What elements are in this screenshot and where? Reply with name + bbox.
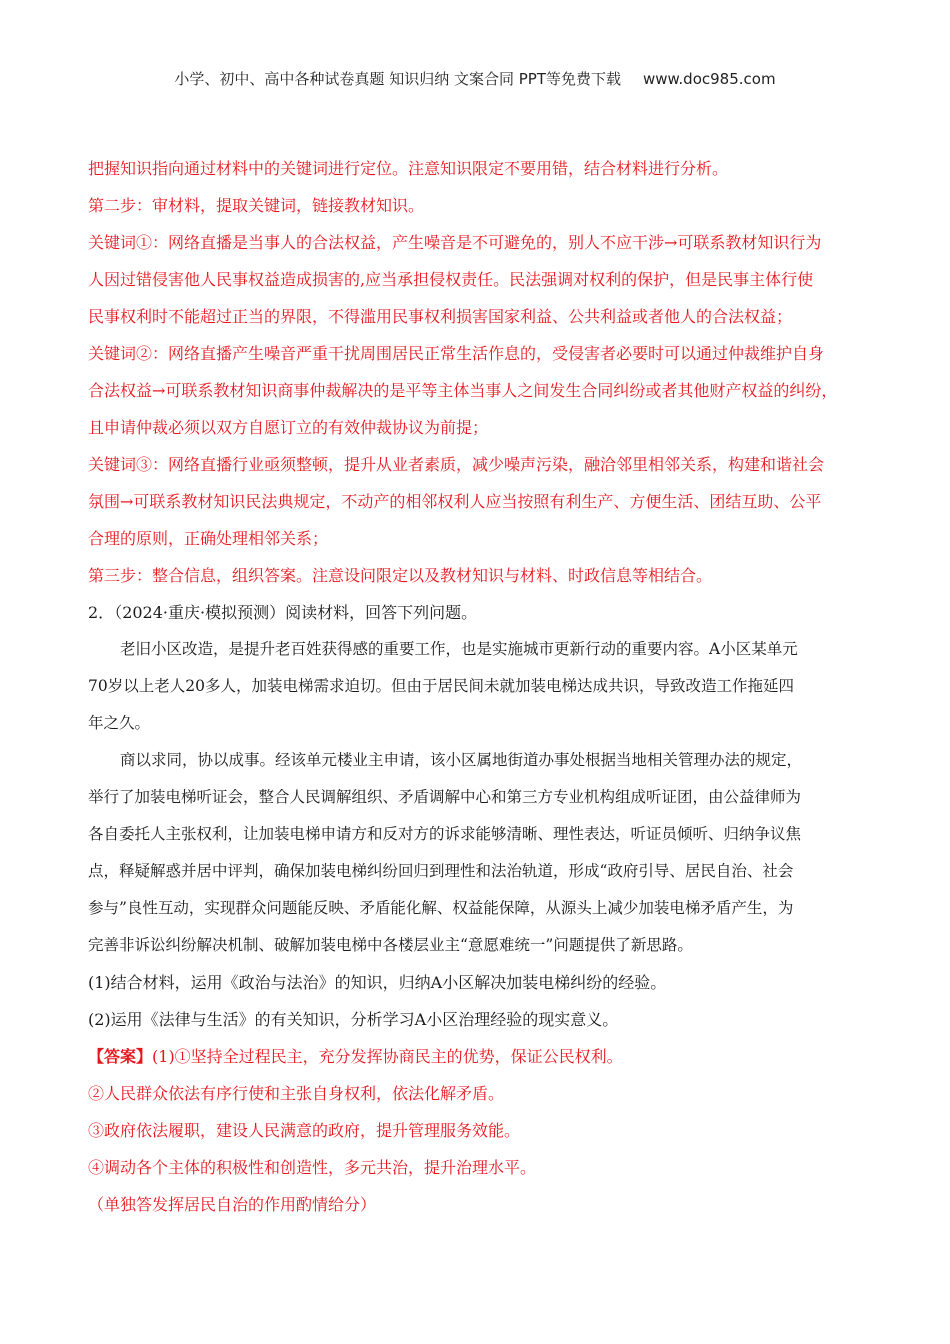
answer-line-1	[88, 1038, 868, 1075]
material-p2-line5: 参与”良性互动，实现群众问题能反映、矛盾能化解、权益能保障，从源头上减少加装电梯矛盾产生，为	[88, 899, 794, 917]
analysis-step2: 第二步：审材料，提取关键词，链接教材知识。	[88, 196, 425, 215]
keyword2-line1: 关键词②：网络直播产生噪音严重干扰周围居民正常生活作息的，受侵害者必要时可以通过仲裁维护自身	[88, 344, 825, 363]
keyword2-line2: 合法权益→可联系教材知识商事仲裁解决的是平等主体当事人之间发生合同纠纷或者其他财产权益的纠纷，	[88, 381, 838, 400]
material-p1-line3: 年之久。	[88, 714, 151, 732]
answer-item-3: ③政府依法履职，建设人民满意的政府，提升管理服务效能。	[88, 1121, 521, 1140]
answer-item-4: ④调动各个主体的积极性和创造性，多元共治，提升治理水平。	[88, 1158, 537, 1177]
header-site: www.doc985.com	[642, 70, 776, 88]
sub-question-2: (2)运用《法律与生活》的有关知识，分析学习A小区治理经验的现实意义。	[88, 1010, 619, 1029]
keyword1-line1: 关键词①：网络直播是当事人的合法权益，产生噪音是不可避免的，别人不应干涉→可联系教材知识行为	[88, 233, 822, 252]
material-p2-line3: 各自委托人主张权利，让加装电梯申请方和反对方的诉求能够清晰、理性表达，听证员倾听、归纳争议焦	[88, 825, 802, 843]
document-body	[88, 150, 868, 1223]
answer-note: （单独答发挥居民自治的作用酌情给分）	[88, 1195, 377, 1214]
keyword3-line3: 合理的原则，正确处理相邻关系；	[88, 529, 329, 548]
answer-item-2: ②人民群众依法有序行使和主张自身权利，依法化解矛盾。	[88, 1084, 505, 1103]
material-p2-line1: 商以求同，协以成事。经该单元楼业主申请，该小区属地街道办事处根据当地相关管理办法的规定，	[120, 751, 803, 769]
header-text: 小学、初中、高中各种试卷真题 知识归纳 文案合同 PPT等免费下载	[174, 70, 621, 88]
analysis-line: 把握知识指向通过材料中的关键词进行定位。注意知识限定不要用错，结合材料进行分析。	[88, 159, 729, 178]
answer-item-1: (1)①坚持全过程民主，充分发挥协商民主的优势，保证公民权利。	[152, 1047, 623, 1066]
question-source: （2024·重庆·模拟预测）	[114, 603, 286, 622]
material-p2-line6: 完善非诉讼纠纷解决机制、破解加装电梯中各楼层业主“意愿难统一”问题提供了新思路。	[88, 936, 693, 954]
question-title	[88, 594, 868, 631]
keyword3-line2: 氛围→可联系教材知识民法典规定，不动产的相邻权利人应当按照有利生产、方便生活、团结互助、公平	[88, 492, 822, 511]
question-number: 2．	[88, 603, 115, 622]
answer-label: 【答案】	[88, 1047, 153, 1066]
keyword2-line3: 且申请仲裁必须以双方自愿订立的有效仲裁协议为前提；	[88, 418, 489, 437]
keyword3-line1: 关键词③：网络直播行业亟须整顿，提升从业者素质，减少噪声污染，融洽邻里相邻关系，构建和谐社会	[88, 455, 825, 474]
material-p2-line2: 举行了加装电梯听证会，整合人民调解组织、矛盾调解中心和第三方专业机构组成听证团，由公益律师为	[88, 788, 802, 806]
sub-question-1: (1)结合材料，运用《政治与法治》的知识，归纳A小区解决加装电梯纠纷的经验。	[88, 973, 667, 992]
material-p1-line2: 70岁以上老人20多人，加装电梯需求迫切。但由于居民间未就加装电梯达成共识，导致改造工作拖延四	[88, 677, 794, 695]
material-p2-line4: 点，释疑解惑并居中评判，确保加装电梯纠纷回归到理性和法治轨道，形成“政府引导、居民自治、社会	[88, 862, 794, 880]
page-header	[0, 68, 950, 89]
keyword1-line2: 人因过错侵害他人民事权益造成损害的,应当承担侵权责任。民法强调对权利的保护，但是民事主体行使	[88, 270, 814, 289]
keyword1-line3: 民事权利时不能超过正当的界限，不得滥用民事权利损害国家利益、公共利益或者他人的合法权益；	[88, 307, 793, 326]
analysis-step3: 第三步：整合信息，组织答案。注意设问限定以及教材知识与材料、时政信息等相结合。	[88, 566, 713, 585]
question-prompt: 阅读材料，回答下列问题。	[285, 603, 478, 622]
material-p1-line1: 老旧小区改造，是提升老百姓获得感的重要工作，也是实施城市更新行动的重要内容。A小区某单元	[120, 640, 798, 658]
